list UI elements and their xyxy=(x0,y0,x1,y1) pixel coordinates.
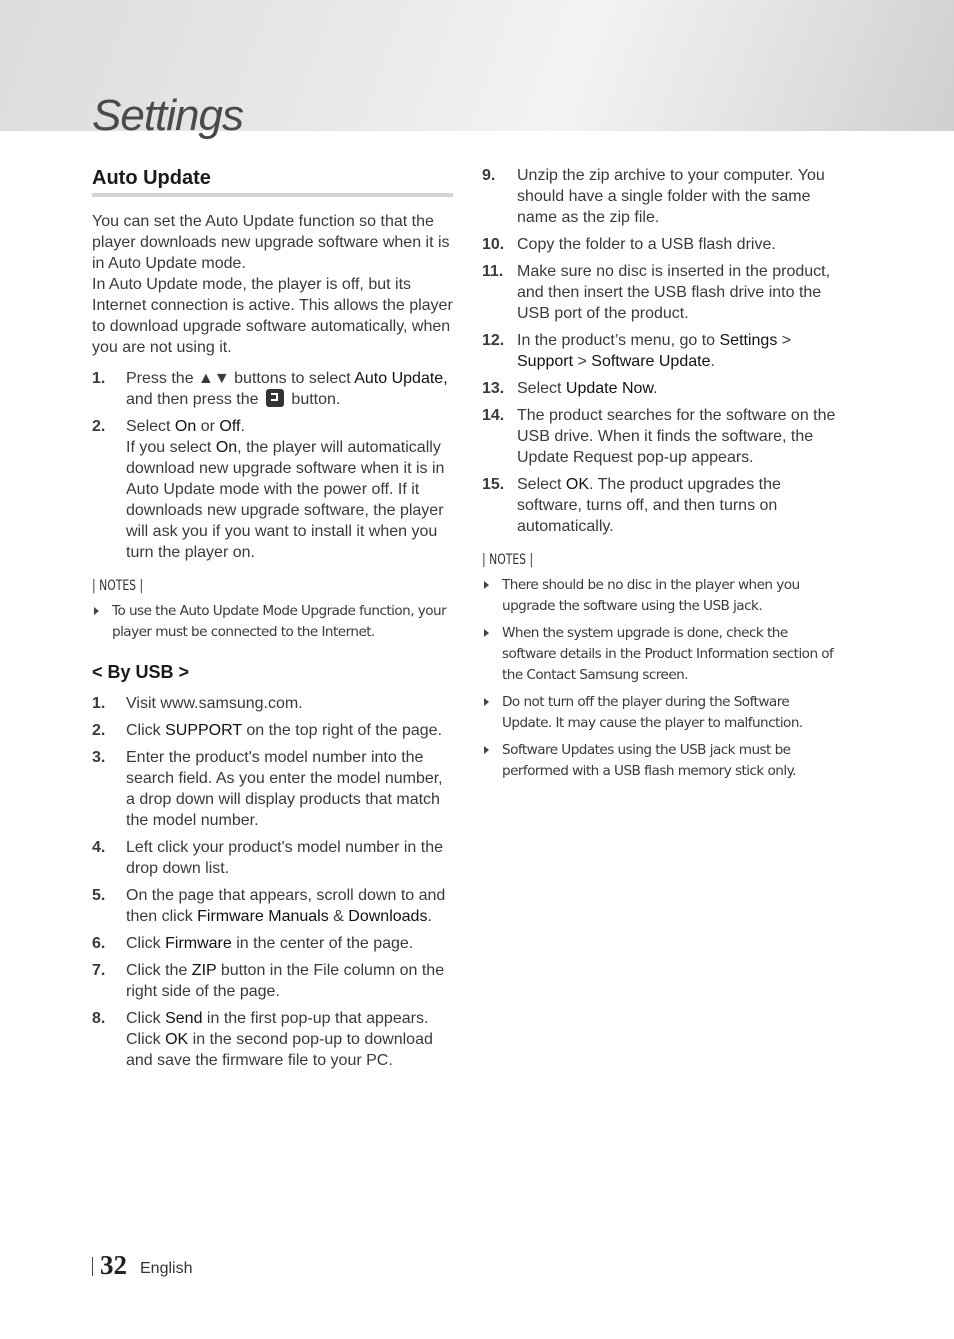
step-number: 15. xyxy=(482,476,505,493)
page-title: Settings xyxy=(92,91,243,140)
footer-divider xyxy=(92,1257,93,1276)
note-text: When the system upgrade is done, check the software details in the Product Information section of the Contact Samsung screen. xyxy=(502,625,834,683)
step-item xyxy=(482,378,842,399)
step-text: Copy the folder to a USB flash drive. xyxy=(517,236,776,253)
step-text: Click the xyxy=(126,962,192,979)
right-column xyxy=(482,165,842,788)
by-usb-heading: < By USB > xyxy=(92,662,190,682)
step-item xyxy=(482,474,842,537)
step-number: 10. xyxy=(482,236,505,253)
step-keyword: OK xyxy=(565,476,590,493)
note-text: To use the Auto Update Mode Upgrade function, your player must be connected to the Internet. xyxy=(112,603,447,640)
step-item xyxy=(92,960,453,1002)
step-keyword: Off xyxy=(219,418,241,435)
notes-label: | NOTES | xyxy=(482,552,534,568)
step-item xyxy=(482,261,842,324)
step-item xyxy=(92,368,453,410)
note-item xyxy=(482,692,842,734)
step-text: In the product’s menu, go to xyxy=(517,332,720,349)
step-item xyxy=(482,165,842,228)
step-keyword: Auto Update, xyxy=(354,370,448,387)
step-text: Press the ▲▼ buttons to select xyxy=(126,370,355,387)
step-keyword: Downloads xyxy=(348,908,428,925)
step-text: in the first pop-up that appears. Click xyxy=(126,1010,429,1048)
step-item xyxy=(482,234,842,255)
note-text: Software Updates using the USB jack must be performed with a USB flash memory stick only. xyxy=(502,742,796,779)
step-number: 3. xyxy=(92,749,106,766)
step-keyword: Settings xyxy=(719,332,778,349)
step-keyword: ZIP xyxy=(191,962,217,979)
step-item xyxy=(482,330,842,372)
step-number: 1. xyxy=(92,695,106,712)
step-keyword: OK xyxy=(165,1031,189,1048)
step-number: 7. xyxy=(92,962,106,979)
note-text: Do not turn off the player during the Software Update. It may cause the player to malfunction. xyxy=(502,694,803,731)
step-number: 8. xyxy=(92,1010,106,1027)
step-text: Select xyxy=(517,476,566,493)
step-text: . xyxy=(710,353,715,370)
step-text: . xyxy=(240,418,245,435)
auto-update-notes xyxy=(92,601,453,643)
step-number: 1. xyxy=(92,370,106,387)
step-keyword: Update Now xyxy=(565,380,654,397)
page-number: 32 xyxy=(100,1250,127,1280)
auto-update-intro-2: In Auto Update mode, the player is off, but its Internet connection is active. This allows the player to download upgrade software automatically, when you are not using it. xyxy=(92,276,453,356)
auto-update-intro-1: You can set the Auto Update function so that the player downloads new upgrade software when it is in Auto Update mode. xyxy=(92,213,450,272)
auto-update-steps xyxy=(92,368,453,563)
step-keyword: Software Update xyxy=(591,353,711,370)
step-number: 5. xyxy=(92,887,106,904)
step-item xyxy=(92,416,453,563)
step-item xyxy=(92,747,453,831)
step-text: The product searches for the software on the USB drive. When it finds the software, the Update Request pop-up appears. xyxy=(517,407,836,466)
by-usb-steps-left xyxy=(92,693,453,1071)
note-text: There should be no disc in the player when you upgrade the software using the USB jack. xyxy=(502,577,800,614)
step-item xyxy=(92,720,453,741)
step-subtext xyxy=(126,437,453,563)
step-number: 2. xyxy=(92,722,106,739)
step-keyword: Support xyxy=(517,353,574,370)
step-text: button. xyxy=(286,391,341,408)
step-number: 9. xyxy=(482,167,496,184)
step-item xyxy=(92,1008,453,1071)
bullet-arrow-icon xyxy=(484,698,489,706)
step-text: Select xyxy=(517,380,566,397)
step-number: 4. xyxy=(92,839,106,856)
step-item xyxy=(92,837,453,879)
step-keyword: Send xyxy=(165,1010,203,1027)
notes-label: | NOTES | xyxy=(92,578,144,594)
step-text: On the page that appears, scroll down to and then click xyxy=(126,887,446,925)
auto-update-heading: Auto Update xyxy=(92,166,453,197)
note-item xyxy=(92,601,453,643)
step-keyword: On xyxy=(174,418,197,435)
step-text: Make sure no disc is inserted in the product, and then insert the USB flash drive into the USB port of the product. xyxy=(517,263,831,322)
bullet-arrow-icon xyxy=(94,607,99,615)
step-number: 11. xyxy=(482,263,504,280)
footer-language: English xyxy=(140,1260,193,1277)
step-text: > xyxy=(573,353,592,370)
step-text: button in the File column on the right side of the page. xyxy=(126,962,445,1000)
step-text: or xyxy=(196,418,220,435)
bullet-arrow-icon xyxy=(484,581,489,589)
by-usb-steps-right xyxy=(482,165,842,537)
step-number: 2. xyxy=(92,418,106,435)
by-usb-notes xyxy=(482,575,842,782)
note-item xyxy=(482,740,842,782)
step-text: Click xyxy=(126,722,166,739)
step-item xyxy=(92,933,453,954)
step-text: in the center of the page. xyxy=(231,935,414,952)
step-text: Visit www.samsung.com. xyxy=(126,695,303,712)
step-text: Left click your product's model number in the drop down list. xyxy=(126,839,443,877)
step-item xyxy=(92,693,453,714)
step-text: Click xyxy=(126,935,166,952)
left-column xyxy=(92,164,453,1071)
step-text: on the top right of the page. xyxy=(241,722,443,739)
step-text: . xyxy=(427,908,432,925)
note-item xyxy=(482,575,842,617)
step-text: Unzip the zip archive to your computer. You should have a single folder with the same name as the zip file. xyxy=(517,167,825,226)
step-keyword: On xyxy=(215,439,238,456)
enter-button-icon xyxy=(266,389,284,407)
step-item xyxy=(92,885,453,927)
bullet-arrow-icon xyxy=(484,629,489,637)
step-keyword: Firmware xyxy=(165,935,232,952)
step-text: Enter the product's model number into the search field. As you enter the model number, a drop down will display products that match the model number. xyxy=(126,749,443,829)
step-text: in the second pop-up to download and save the firmware file to your PC. xyxy=(126,1031,433,1069)
step-text: > xyxy=(777,332,792,349)
step-number: 14. xyxy=(482,407,505,424)
step-number: 6. xyxy=(92,935,106,952)
step-number: 13. xyxy=(482,380,505,397)
step-text: & xyxy=(328,908,349,925)
note-item xyxy=(482,623,842,686)
step-text: Select xyxy=(126,418,175,435)
step-text: Click xyxy=(126,1010,166,1027)
step-keyword: SUPPORT xyxy=(165,722,242,739)
step-number: 12. xyxy=(482,332,505,349)
step-text: and then press the xyxy=(126,391,263,408)
step-item xyxy=(482,405,842,468)
step-text: . xyxy=(653,380,658,397)
step-text: . The product upgrades the software, turns off, and then turns on automatically. xyxy=(517,476,781,535)
step-text: If you select xyxy=(126,439,216,456)
bullet-arrow-icon xyxy=(484,746,489,754)
step-keyword: Firmware Manuals xyxy=(197,908,329,925)
step-text: , the player will automatically download new upgrade software when it is in Auto Update mode with the power off. If it downloads new upgrade software, the player will ask you if you want to install it when you turn the player on. xyxy=(126,439,445,561)
